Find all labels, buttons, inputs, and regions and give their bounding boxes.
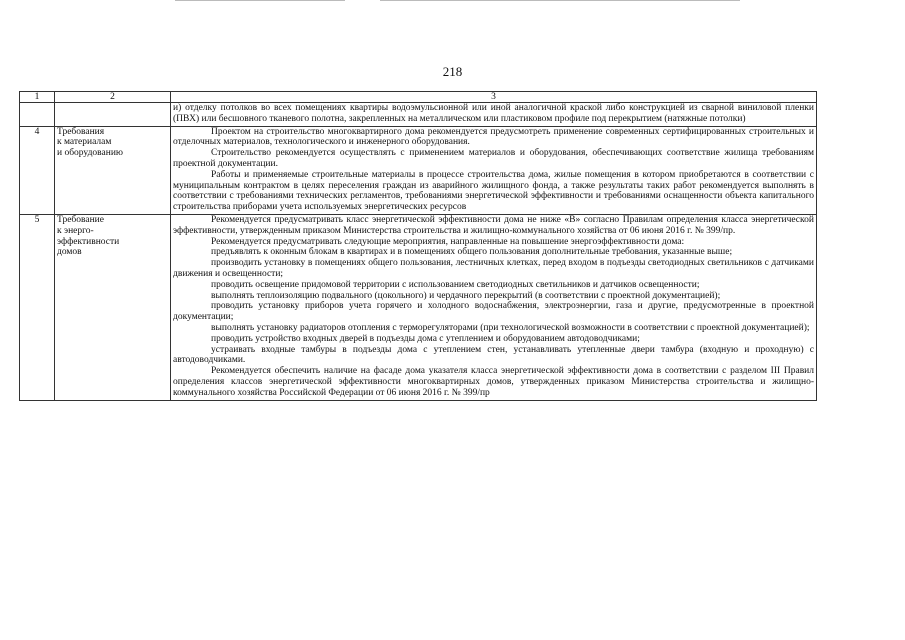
table-header-row xyxy=(20,92,817,103)
row-number xyxy=(20,103,55,127)
requirement-cell xyxy=(55,214,171,400)
description-paragraph: выполнять теплоизоляцию подвального (цокольного) и чердачного перекрытий (в соответствии с проектной документацией); xyxy=(211,290,721,301)
requirement-line: к материалам xyxy=(57,137,112,148)
description-paragraph: предъявлять к оконным блокам в квартирах и в помещениях общего пользования дополнительные требования, указанные выше; xyxy=(211,247,733,258)
description-paragraph: производить установку в помещениях общего пользования, лестничных клетках, перед входом в подъезды светодиодных светильников с датчиками движения и освещенности; xyxy=(173,258,814,279)
description-paragraph: и) отделку потолков во всех помещениях квартиры водоэмульсионной или иной аналогичной краской либо конструкцией из сварной виниловой пленки (ПВХ) или бесшовного тканевого полотна, закрепленных на металлическом или пластиковом профиле под перекрытием (натяжные потолки) xyxy=(173,103,814,124)
row-number: 5 xyxy=(20,214,55,400)
table-row xyxy=(20,126,817,214)
requirement-line: эффективности xyxy=(57,236,120,247)
description-paragraph: проводить установку приборов учета горячего и холодного водоснабжения, электроэнергии, газа и другие, предусмотренные в проектной документации; xyxy=(173,301,814,323)
table-row xyxy=(20,214,817,400)
requirement-cell xyxy=(55,103,171,127)
scan-edge-line xyxy=(175,0,345,1)
row-number: 4 xyxy=(20,126,55,214)
description-paragraph: Проектом на строительство многоквартирного дома рекомендуется предусмотреть применение современных сертифицированных строительных и отделочных материалов, технологического и инженерного оборудования. xyxy=(173,126,814,148)
requirement-line: домов xyxy=(57,247,82,258)
description-paragraph: Рекомендуется предусматривать следующие мероприятия, направленные на повышение энергоэффективности дома: xyxy=(211,236,685,247)
description-paragraph: Строительство рекомендуется осуществлять с применением материалов и оборудования, обеспечивающих соответствие жилища требованиям проектной документации. xyxy=(173,148,814,169)
requirement-line: и оборудованию xyxy=(57,148,123,159)
header-col-number: 1 xyxy=(20,92,55,103)
table-row xyxy=(20,103,817,127)
header-col-description: 3 xyxy=(171,92,817,103)
requirement-line: Требования xyxy=(57,126,105,137)
description-paragraph: устраивать входные тамбуры в подъезды дома с утеплением стен, устанавливать утепленные двери тамбура (входную и проходную) с автодоводчиками. xyxy=(173,344,814,366)
requirements-table xyxy=(19,91,817,401)
requirement-line: Требование xyxy=(57,214,104,225)
description-paragraph: проводить освещение придомовой территории с использованием светодиодных светильников и датчиков освещенности; xyxy=(211,279,700,290)
description-paragraph: Рекомендуется предусматривать класс энергетической эффективности дома не ниже «В» согласно Правилам определения класса энергетической эффективности, утвержденным приказом Министерства строительства и жилищно-коммунального хозяйства от 06 июня 2016 г. № 399/пр. xyxy=(173,214,814,236)
description-cell xyxy=(171,103,817,127)
scan-edge-line xyxy=(380,0,740,1)
header-col-requirement: 2 xyxy=(55,92,171,103)
description-cell xyxy=(171,214,817,400)
description-paragraph: выполнять установку радиаторов отопления с терморегуляторами (при технологической возможности в соответствии с проектной документацией); xyxy=(211,322,810,333)
description-paragraph: Работы и применяемые строительные материалы в процессе строительства дома, жилые помещения в котором приобретаются в соответствии с муниципальным контрактом в целях переселения граждан из аварийного жилищного фонда, а также результаты таких работ рекомендуется выполнять в соответствии с требованиями технических регламентов, требованиями энергетической эффективности и требованиями оснащенности объекта капитального строительства приборами учета используемых энергетических ресурсов xyxy=(173,169,814,213)
requirement-cell xyxy=(55,126,171,214)
description-paragraph: Рекомендуется обеспечить наличие на фасаде дома указателя класса энергетической эффективности дома в соответствии с разделом III Правил определения классов энергетической эффективности многоквартирных домов, утвержденных приказом Министерства строительства и жилищно-коммунального хозяйства Российской Федерации от 06 июня 2016 г. № 399/пр xyxy=(173,366,814,398)
page-number: 218 xyxy=(442,64,463,79)
description-paragraph: проводить устройство входных дверей в подъезды дома с утеплением и оборудованием автодоводчиками; xyxy=(211,333,640,344)
requirement-line: к энерго- xyxy=(57,225,94,236)
description-cell xyxy=(171,126,817,214)
